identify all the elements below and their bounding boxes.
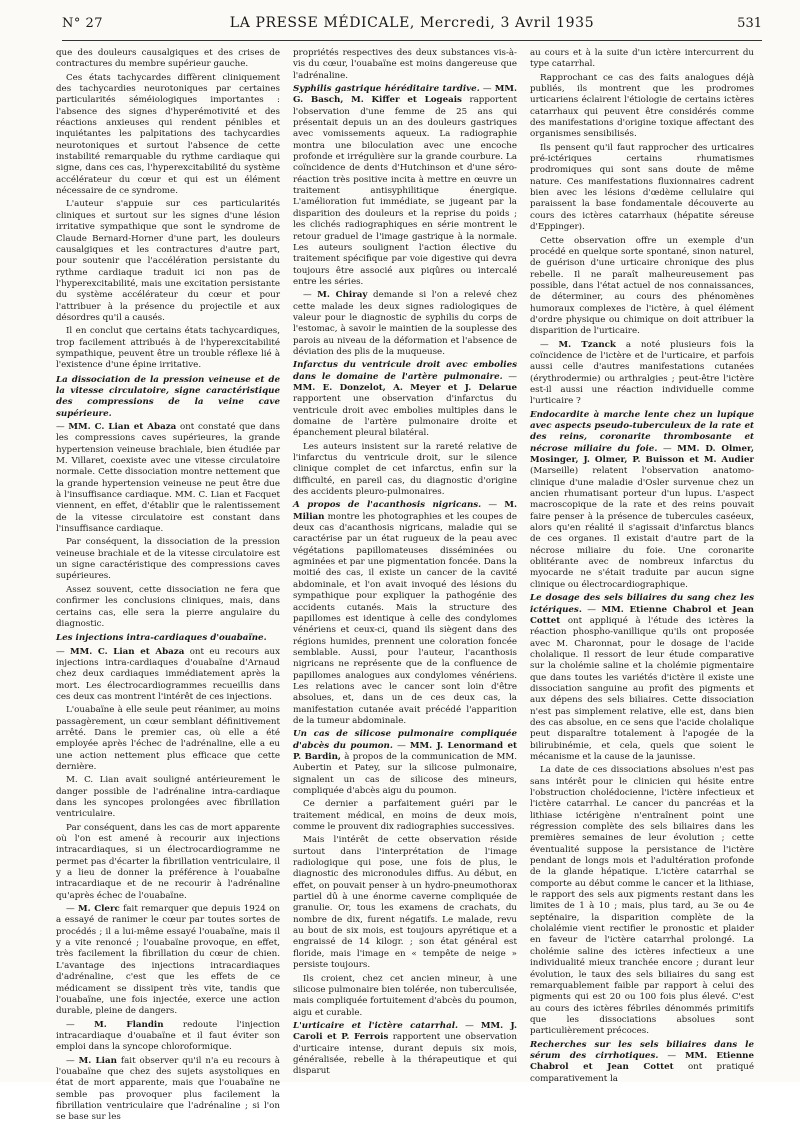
paragraph: Cette observation offre un exemple d'un procédé en quelque sorte spontané, sinon naturel, de guérison d'une urticaire chronique des plus rebelle. Il ne paraît malheureusement pas possible, dans l'état actuel de nos connaissances, de déterminer, au cours des phénomènes humoraux complexes de l'ictère, à quel élément d'ordre physique ou chimique on doit attribuer la disparition de l'urticaire. <box>530 235 754 337</box>
section-title: Syphilis gastrique héréditaire tardive. <box>293 84 480 95</box>
authors: MM. D. Olmer, Mosinger, J. Olmer, P. Buisson et M. Audier <box>530 443 754 466</box>
paragraph-text: à propos de la communication de MM. Aubertin et Patey, sur la silicose pulmonaire, signalent un cas de silicose des mineurs, compliquée d'abcès aigu du poumon. <box>293 751 517 796</box>
section-title: Recherches sur les sels biliaires dans le sérum des cirrhotiques. <box>530 1039 754 1061</box>
speaker: M. Lian <box>78 1055 117 1066</box>
authors: MM. G. Basch, M. Kiffer et Logeais <box>293 84 517 106</box>
section-title: Les injections intra-cardiaques d'ouabaïne. <box>56 633 267 644</box>
paragraph-text: (Marseille) relatent l'observation anatomo-clinique d'une maladie d'Osler survenue chez un ancien rhumatisant porteur d'un lupus. L'aspect macroscopique de la rate et des reins pouvait faire penser à la présence de tubercules caséeux, alors qu'en réalité il s'agissait d'infarctus blancs de ces organes. Il existait d'autre part de la nécrose miliaire du foie. Une coronarite oblitérante avec de nombreux infarctus du myocarde ne s'était traduite par aucun signe clinique ou électrocardiographique. <box>530 466 754 590</box>
paragraph: Syphilis gastrique héréditaire tardive. — MM. G. Basch, M. Kiffer et Logeais rapportent l'observation d'une femme de 25 ans qui présentait depuis un an des douleurs gastriques avec vomissements aqueux. La radiographie montra une biloculation avec une encoche profonde et irrégulière sur la grande courbure. La coïncidence de dents d'Hutchinson et d'une séro-réaction très positive incita à mettre en œuvre un traitement antisyphilitique énergique. L'amélioration fut immédiate, se jugeant par la disparition des douleurs et la reprise du poids ; les clichés radiographiques en série montrent le retour graduel de l'image gastrique à la normale. Les auteurs soulignent l'action élective du traitement spécifique par voie digestive qui devra toujours être associé aux piqûres ou intercalé entre les séries. <box>293 84 517 287</box>
speaker: M. Chiray <box>317 290 368 301</box>
paragraph-text: ont appliqué à l'étude des ictères la réaction phospho-vanillique qu'ils ont proposée avec M. Charonnat, pour le dosage de l'acide cholalique. Il ressort de leur étude comparative sur la cholémie saline et la cholémie pigmentaire que dans toutes les variétés d'ictère il existe une dissociation sanguine au profit des pigments et aux dépens des sels biliaires. Cette dissociation n'est pas simplement relative, elle est, dans bien des cas absolue, en ce sens que l'acide cholalique peut disparaître totalement à l'apogée de la bilirubinémie, et cela, quels que soient le mécanisme et la cause de la jaunisse. <box>530 615 754 762</box>
authors: MM. Etienne Chabrol et Jean Cottet <box>530 1050 755 1073</box>
paragraph: — M. Clerc fait remarquer que depuis 1924 on a essayé de ranimer le cœur par toutes sortes de procédés ; il a lui-même essayé l'ouabaïne, mais il y a vite renoncé ; l'ouabaïne provoque, en effet, très facilement la fibrillation du cœur de chien. L'avantage des injections intracardiaques d'adrénaline, c'est que les effets de ce médicament se dissipent très vite, tandis que l'ouabaïne, une fois injectée, exerce une action durable, pleine de dangers. <box>56 904 280 1017</box>
section-title: L'urticaire et l'ictère catarrhal. <box>293 1020 459 1031</box>
paragraph-text: fait remarquer que depuis 1924 on a essayé de ranimer le cœur par toutes sortes de procédés ; il a lui-même essayé l'ouabaïne, mais il y a vite renoncé ; l'ouabaïne provoque, en effet, très facilement la fibrillation du cœur de chien. L'avantage des injections intracardiaques d'adrénaline, c'est que les effets de ce médicament se dissipent très vite, tandis que l'ouabaïne, une fois injectée, exerce une action durable, pleine de dangers. <box>56 904 280 1017</box>
paragraph-text: rapportent une observation d'infarctus du ventricule droit avec embolies multiples dans le domaine de l'artère pulmonaire droite et épanchement pleural bilatéral. <box>293 394 517 439</box>
authors: MM. Etienne Chabrol et Jean Cottet <box>530 604 754 626</box>
paragraph: propriétés respectives des deux substances vis-à-vis du cœur, l'ouabaïne est moins dangereuse que l'adrénaline. <box>293 48 517 81</box>
authors: MM. J. Caroli et P. Ferrois <box>293 1020 517 1043</box>
paragraph: Un cas de silicose pulmonaire compliquée d'abcès du poumon. — MM. J. Lenormand et P. Bardin, à propos de la communication de MM. Aubertin et Patey, sur la silicose pulmonaire, signalent un cas de silicose des mineurs, compliquée d'abcès aigu du poumon. <box>293 729 517 796</box>
paragraph: Endocardite à marche lente chez un lupique avec aspects pseudo-tuberculeux de la rate et des reins, coronarite thrombosante et nécrose miliaire du foie. — MM. D. Olmer, Mosinger, J. Olmer, P. Buisson et M. Audier (Marseille) relatent l'observation anatomo-clinique d'une maladie d'Osler survenue chez un ancien rhumatisant porteur d'un lupus. L'aspect macroscopique de la rate et des reins pouvait faire penser à la présence de tubercules caséeux, alors qu'en réalité il s'agissait d'infarctus blancs de ces organes. Il existait d'autre part de la nécrose miliaire du foie. Une coronarite oblitérante avec de nombreux infarctus du myocarde ne s'était traduite par aucun signe clinique ou électrocardiographique. <box>530 409 754 590</box>
paragraph: L'urticaire et l'ictère catarrhal. — MM. J. Caroli et P. Ferrois rapportent une observation d'urticaire intense, durant depuis six mois, généralisée, rebelle à la thérapeutique et qui disparut <box>293 1020 518 1077</box>
paragraph: L'ouabaïne à elle seule peut réanimer, au moins passagèrement, un cœur semblant définitivement arrêté. Dans le premier cas, où elle a été employée après l'échec de l'adrénaline, elle a eu une action nettement plus efficace que cette dernière. <box>56 705 280 772</box>
section-title: Infarctus du ventricule droit avec embolies dans le domaine de l'artère pulmonaire. <box>293 360 517 382</box>
paragraph: La date de ces dissociations absolues n'est pas sans intérêt pour le clinicien qui hésite entre l'obstruction cholédocienne, l'ictère infectieux et l'ictère catarrhal. Le cancer du pancréas et la lithiase ictérigène n'entraînent point une régression complète des sels biliaires dans les premières semaines de leur évolution ; cette éventualité suppose la persistance de l'ictère pendant de longs mois et l'adultération profonde de la glande hépatique. L'ictère catarrhal se comporte au début comme le cancer et la lithiase, le rapport des sels aux pigments restant dans les limites de 1 à 10 ; mais, plus tard, au 3e ou 4e septénaire, la disparition complète de la cholalémie vient rectifier le pronostic et plaider en faveur de l'ictère catarrhal prolongé. La cholémie saline des ictères infectieux a une individualité mieux tranchée encore ; durant leur évolution, le taux des sels biliaires du sang est remarquablement faible par rapport à celui des pigments qui est 20 ou 100 fois plus élevé. C'est au cours des ictères fébriles dénommés primitifs que les dissociations absolues sont particulièrement précoces. <box>530 765 754 1037</box>
paragraph: Il en conclut que certains états tachycardiques, trop facilement attribués à de l'hyperexcitabilité sympathique, peuvent être un trouble réflexe lié à l'existence d'une épine irritative. <box>56 326 280 371</box>
section-title: Un cas de silicose pulmonaire compliquée d'abcès du poumon. <box>293 729 517 751</box>
authors: M. Milian <box>293 500 517 522</box>
paragraph: que des douleurs causalgiques et des crises de contractures du membre supérieur gauche. <box>56 48 280 70</box>
paragraph: Recherches sur les sels biliaires dans le sérum des cirrhotiques. — MM. Etienne Chabrol et Jean Cottet ont pratiqué comparativement la <box>530 1039 755 1084</box>
paragraph: M. C. Lian avait souligné antérieurement le danger possible de l'adrénaline intra-cardiaque dans les syncopes prolongées avec fibrillation ventriculaire. <box>56 775 280 820</box>
paragraph: A propos de l'acanthosis nigricans. — M. Milian montre les photographies et les coupes de deux cas d'acanthosis nigricans, maladie qui se caractérise par un état rugueux de la peau avec végétations papillomateuses disséminées ou agminées et par une pigmentation foncée. Dans la moitié des cas, il existe un cancer de la cavité abdominale, et l'on avait invoqué des lésions du sympathique pour expliquer la pathogénie des accidents cutanés. Mais la structure des papillomes est identique à celle des condylomes vénériens et ceux-ci, quand ils siègent dans des régions humides, prennent une coloration foncée semblable. Aussi, pour l'auteur, l'acanthosis nigricans ne représente que de la confluence de papillomes analogues aux condylomes vénériens. Les relations avec le cancer sont loin d'être absolues, et, dans un de ces deux cas, la manifestation cutanée avait précédé l'apparition de la tumeur abdominale. <box>293 500 517 726</box>
paragraph: — M. Flandin redoute l'injection intracardiaque d'ouabaïne et il faut éviter son emploi dans la syncope chloroformique. <box>56 1019 280 1053</box>
paragraph: Par conséquent, la dissociation de la pression veineuse brachiale et de la vitesse circulatoire est un signe caractéristique des compressions caves supérieures. <box>56 537 280 582</box>
paragraph-text: ont constaté que dans les compressions caves supérieures, la grande hypertension veineuse brachiale, bien étudiée par M. Villaret, coexiste avec une vitesse circulatoire normale. Cette dissociation montre nettement que la grande hypertension veineuse ne peut être due à l'insuffisance cardiaque. MM. C. Lian et Facquet viennent, en effet, d'établir que le ralentissement de la vitesse circulatoire est constant dans l'insuffisance cardiaque. <box>56 422 280 535</box>
authors: MM. E. Donzelot, A. Meyer et J. Delarue <box>293 382 517 393</box>
paragraph: Rapprochant ce cas des faits analogues déjà publiés, ils montrent que les prodromes urticariens éclairent l'étiologie de certains ictères catarrhaux qui peuvent être considérés comme des manifestations d'origine toxique affectant des organismes sensibilisés. <box>530 72 754 140</box>
speaker: M. Flandin <box>94 1019 164 1030</box>
section-title: A propos de l'acanthosis nigricans. <box>293 500 482 511</box>
paragraph: Ils croient, chez cet ancien mineur, à une silicose pulmonaire bien tolérée, non tuberculisée, mais compliquée fortuitement d'abcès du poumon, aigu et curable. <box>293 973 517 1018</box>
column-1 <box>56 48 281 1123</box>
paragraph: au cours et à la suite d'un ictère intercurrent du type catarrhal. <box>530 48 754 70</box>
paragraph-text: montre les photographies et les coupes de deux cas d'acanthosis nigricans, maladie qui se caractérise par un état rugueux de la peau avec végétations papillomateuses disséminées ou agminées et par une pigmentation foncée. Dans la moitié des cas, il existe un cancer de la cavité abdominale, et l'on avait invoqué des lésions du sympathique pour expliquer la pathogénie des accidents cutanés. Mais la structure des papillomes est identique à celle des condylomes vénériens et ceux-ci, quand ils siègent dans des régions humides, prennent une coloration foncée semblable. Aussi, pour l'auteur, l'acanthosis nigricans ne représente que de la confluence de papillomes analogues aux condylomes vénériens. Les relations avec le cancer sont loin d'être absolues, et, dans un de ces deux cas, la manifestation cutanée avait précédé l'apparition de la tumeur abdominale. <box>293 511 517 726</box>
page-number: 531 <box>737 16 762 31</box>
paragraph: — MM. C. Lian et Abaza ont eu recours aux injections intra-cardiaques d'ouabaïne d'Arnaud chez deux cardiaques immédiatement après la mort. Les électrocardiogrammes recueillis dans ces deux cas montrent l'intérêt de ces injections. <box>56 646 281 702</box>
paragraph: L'auteur s'appuie sur ces particularités cliniques et surtout sur les signes d'une lésion irritative sympathique que sont le syndrome de Claude Bernard-Horner d'une part, les douleurs causalgiques et les contractures d'autre part, pour soutenir que l'accélération persistante du rythme cardiaque traduit ici non pas de l'hyperexcitabilité, mais une excitation persistante du système accélérateur du cœur et pour l'attribuer à la présence du projectile et aux désordres qu'il a causés. <box>56 199 280 323</box>
page-header <box>62 10 762 41</box>
paragraph: Ce dernier a parfaitement guéri par le traitement médical, en moins de deux mois, comme le prouvent dix radiographies successives. <box>293 799 517 833</box>
column-2 <box>293 48 518 1077</box>
section-title: Le dosage des sels biliaires du sang chez les ictériques. <box>530 593 754 615</box>
paragraph: — M. Lian fait observer qu'il n'a eu recours à l'ouabaïne que chez des sujets asystoliques en état de mort apparente, mais que l'ouabaïne ne semble pas provoquer plus facilement la fibrillation ventriculaire que l'adrénaline ; si l'on se base sur les <box>56 1055 280 1123</box>
section-title: Endocardite à marche lente chez un lupique avec aspects pseudo-tuberculeux de la rate et des reins, coronarite thrombosante et nécrose miliaire du foie. <box>530 409 754 454</box>
paragraph-text: rapportent une observation d'urticaire intense, durant depuis six mois, généralisée, rebelle à la thérapeutique et qui disparut <box>293 1032 518 1077</box>
speaker: M. Clerc <box>78 904 120 915</box>
journal-title: LA PRESSE MÉDICALE, Mercredi, 3 Avril 1935 <box>229 15 595 31</box>
authors: MM. C. Lian et Abaza <box>70 646 185 657</box>
paragraph: — M. Chiray demande si l'on a relevé chez cette malade les deux signes radiologiques de valeur pour le diagnostic de syphilis du corps de l'estomac, à savoir le maintien de la souplesse des parois au niveau de la déformation et l'absence de déviation des plis de la muqueuse. <box>293 290 517 357</box>
paragraph: — M. Tzanck a noté plusieurs fois la coïncidence de l'ictère et de l'urticaire, et parfois aussi celle d'autres manifestations cutanées (érythrodermie) ou arthralgies ; peut-être l'ictère est-il aussi une réaction individuelle comme l'urticaire ? <box>530 339 755 407</box>
section-title: La dissociation de la pression veineuse et de la vitesse circulatoire, signe caractéristique des compressions de la veine cave supérieure. <box>56 374 280 419</box>
paragraph-text: redoute l'injection intracardiaque d'ouabaïne et il faut éviter son emploi dans la syncope chloroformique. <box>56 1019 280 1053</box>
paragraph: Le dosage des sels biliaires du sang chez les ictériques. — MM. Etienne Chabrol et Jean Cottet ont appliqué à l'étude des ictères la réaction phospho-vanillique qu'ils ont proposée avec M. Charonnat, pour le dosage de l'acide cholalique. Il ressort de leur étude comparative sur la cholémie saline et la cholémie pigmentaire que dans toutes les variétés d'ictère il existe une dissociation sanguine au profit des pigments et aux dépens des sels biliaires. Cette dissociation n'est pas simplement relative, elle est, dans bien des cas absolue, en ce sens que l'acide cholalique peut disparaître totalement à l'apogée de la bilirubinémie, et cela, quels que soient le mécanisme et la cause de la jaunisse. <box>530 593 754 762</box>
paragraph: Ils pensent qu'il faut rapprocher des urticaires pré-ictériques certains rhumatismes prodromiques qui sont sans doute de même nature. Ces manifestations fluxionnaires cadrent bien avec les lésions d'œdème cellulaire qui paraissent la base fondamentale découverte au cours des ictères catarrhaux (hépatite séreuse d'Eppinger). <box>530 142 754 233</box>
paragraph: Infarctus du ventricule droit avec embolies dans le domaine de l'artère pulmonaire. — MM. E. Donzelot, A. Meyer et J. Delarue rapportent une observation d'infarctus du ventricule droit avec embolies multiples dans le domaine de l'artère pulmonaire droite et épanchement pleural bilatéral. <box>293 360 517 439</box>
paragraph-text: fait observer qu'il n'a eu recours à l'ouabaïne que chez des sujets asystoliques en état de mort apparente, mais que l'ouabaïne ne semble pas provoquer plus facilement la fibrillation ventriculaire que l'adrénaline ; si l'on se base sur les <box>56 1055 280 1123</box>
paragraph-text: ont pratiqué comparativement la <box>530 1062 755 1084</box>
paragraph: Assez souvent, cette dissociation ne fera que confirmer les conclusions cliniques, mais, dans certains cas, elle sera la pierre angulaire du diagnostic. <box>56 584 280 629</box>
paragraph: — MM. C. Lian et Abaza ont constaté que dans les compressions caves supérieures, la grande hypertension veineuse brachiale, bien étudiée par M. Villaret, coexiste avec une vitesse circulatoire normale. Cette dissociation montre nettement que la grande hypertension veineuse ne peut être due à l'insuffisance cardiaque. MM. C. Lian et Facquet viennent, en effet, d'établir que le ralentissement de la vitesse circulatoire est constant dans l'insuffisance cardiaque. <box>56 422 280 535</box>
paragraph: Les auteurs insistent sur la rareté relative de l'infarctus du ventricule droit, sur le silence clinique complet de cet infarctus, enfin sur la difficulté, en pareil cas, du diagnostic d'origine des accidents pleuro-pulmonaires. <box>293 441 517 498</box>
authors: MM. C. Lian et Abaza <box>68 422 177 432</box>
paragraph-text: a noté plusieurs fois la coïncidence de l'ictère et de l'urticaire, et parfois aussi celle d'autres manifestations cutanées (érythrodermie) ou arthralgies ; peut-être l'ictère est-il aussi une réaction individuelle comme l'urticaire ? <box>530 339 755 407</box>
column-3 <box>530 48 755 1084</box>
issue-number: N° 27 <box>62 16 104 31</box>
paragraph-text: ont eu recours aux injections intra-cardiaques d'ouabaïne d'Arnaud chez deux cardiaques immédiatement après la mort. Les électrocardiogrammes recueillis dans ces deux cas montrent l'intérêt de ces injections. <box>56 646 281 702</box>
paragraph: Ces états tachycardes diffèrent cliniquement des tachycardies neurotoniques par certaines particularités séméiologiques importantes : l'absence des signes d'hyperémotivité et des réactions anxieuses qui rendent pénibles et inquiétantes les palpitations des tachycardies neurotoniques et surtout l'absence de cette instabilité remarquable du rythme cardiaque qui signe, dans ces cas, l'hyperexcitabilité du système accélérateur du cœur et qui est un élément nécessaire de ce syndrome. <box>56 72 280 197</box>
authors: MM. J. Lenormand et P. Bardin, <box>293 740 517 762</box>
paragraph: Mais l'intérêt de cette observation réside surtout dans l'interprétation de l'image radiologique qui pose, une fois de plus, le diagnostic des micronodules diffus. Au début, en effet, on pouvait penser à un hydro-pneumothorax partiel dû à une énorme caverne compliquée de granulie. Or, tous les examens de crachats, du nombre de dix, furent négatifs. Le malade, revu au bout de six mois, est toujours apyrétique et a engraissé de 14 kilogr. ; son état général est floride, mais l'image en « tempête de neige » persiste toujours. <box>293 835 517 971</box>
speaker: M. Tzanck <box>558 339 616 350</box>
paragraph-text: rapportent l'observation d'une femme de 25 ans qui présentait depuis un an des douleurs gastriques avec vomissements aqueux. La radiographie montra une biloculation avec une encoche profonde et irrégulière sur la grande courbure. La coïncidence de dents d'Hutchinson et d'une séro-réaction très positive incita à mettre en œuvre un traitement antisyphilitique énergique. L'amélioration fut immédiate, se jugeant par la disparition des douleurs et la reprise du poids ; les clichés radiographiques en série montrent le retour graduel de l'image gastrique à la normale. Les auteurs soulignent l'action élective du traitement spécifique par voie digestive qui devra toujours être associé aux piqûres ou intercalé entre les séries. <box>293 95 517 287</box>
paragraph-text: demande si l'on a relevé chez cette malade les deux signes radiologiques de valeur pour le diagnostic de syphilis du corps de l'estomac, à savoir le maintien de la souplesse des parois au niveau de la déformation et l'absence de déviation des plis de la muqueuse. <box>293 290 517 357</box>
paragraph: Par conséquent, dans les cas de mort apparente où l'on est amené à recourir aux injections intracardiaques, si un électrocardiogramme ne permet pas d'écarter la fibrillation ventriculaire, il y a lieu de donner la préférence à l'ouabaïne intracardiaque et de ne recourir à l'adrénaline qu'après échec de l'ouabaïne. <box>56 822 280 901</box>
